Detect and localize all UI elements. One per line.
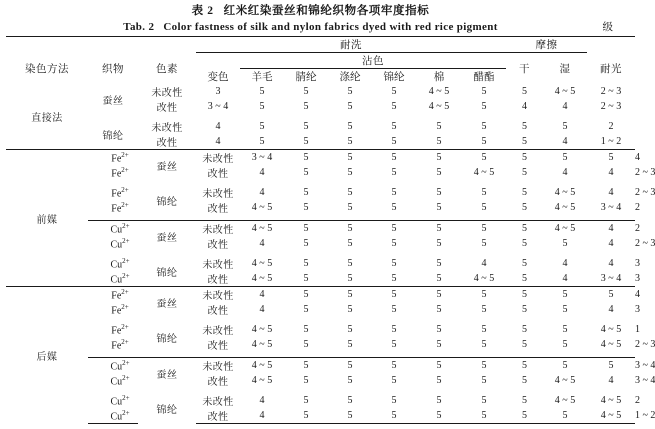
cell-value: 5 — [522, 167, 528, 178]
cell-value: 2 ~ 3 — [600, 101, 622, 112]
cell-value: 5 — [391, 136, 397, 147]
table-row: $Cu^{2+}$ 蚕丝 未改性 4 ~ 5 5 5 5 5 5 5 5 5 3 ~ 4 — [6, 358, 635, 374]
mordant-label: $Fe^{2+}$ — [111, 287, 129, 302]
cell-value: 5 — [347, 339, 353, 350]
mordant-label: $Cu^{2+}$ — [88, 408, 138, 424]
header-rub-wet: 湿 — [559, 64, 571, 75]
table-number-chinese: 表 2 — [191, 5, 214, 17]
fabric-label: 锦纶 — [156, 333, 178, 345]
table-title-chinese — [6, 0, 615, 19]
cell-value: 5 — [522, 395, 528, 406]
cell-value: 4 — [608, 258, 614, 269]
cell-value: 5 — [391, 101, 397, 112]
cell-value: 5 — [436, 187, 442, 198]
cell-value: 5 — [372, 358, 416, 374]
fastness-table — [6, 36, 655, 424]
cell-value: 5 — [303, 86, 309, 97]
header-method: 染色方法 — [25, 63, 69, 75]
table-row: $Fe^{2+}$ 改性 4 ~ 5 5 5 5 5 5 5 5 4 ~ 5 2 ~ 3 — [6, 337, 635, 352]
cell-value: 5 — [328, 358, 372, 374]
cell-value: 5 — [416, 358, 462, 374]
table-number-english: Tab. 2 — [123, 21, 155, 33]
cell-value: 5 — [436, 395, 442, 406]
cell-value: 5 — [522, 258, 528, 269]
cell-value: 4 — [562, 136, 568, 147]
table-row: $Cu^{2+}$ 锦纶 未改性 4 5 5 5 5 5 5 4 ~ 5 4 ~ 5 2 — [6, 393, 635, 408]
cell-value: 5 — [481, 136, 487, 147]
cell-value: 5 — [522, 187, 528, 198]
pigment-label: 改性 — [207, 306, 229, 317]
cell-value: 4 — [259, 304, 265, 315]
cell-value: 5 — [543, 150, 587, 166]
cell-value: 4 — [259, 187, 265, 198]
header-stain-acrylic: 腈纶 — [295, 72, 317, 83]
cell-value: 5 — [372, 150, 416, 166]
fabric-label: 蚕丝 — [138, 221, 196, 252]
cell-value: 4 — [562, 101, 568, 112]
cell-value: 5 — [462, 287, 506, 303]
cell-value: 5 — [347, 202, 353, 213]
cell-value: 4 ~ 5 — [473, 273, 495, 284]
cell-value: 4 ~ 5 — [600, 339, 622, 350]
pigment-label: 未改性 — [196, 150, 240, 166]
cell-value: 5 — [481, 324, 487, 335]
mordant-label: $Fe^{2+}$ — [111, 337, 129, 352]
cell-value: 5 — [347, 304, 353, 315]
cell-value: 5 — [391, 167, 397, 178]
cell-value: 5 — [328, 221, 372, 237]
cell-value: 5 — [303, 375, 309, 386]
header-row-subgroups — [6, 53, 635, 69]
header-spacer-fabric — [88, 37, 138, 53]
cell-value: 4 ~ 5 — [251, 339, 273, 350]
table-row: $Cu^{2+}$ 改性 4 5 5 5 5 5 5 5 4 ~ 5 1 ~ 2 — [6, 408, 635, 424]
cell-value: 5 — [328, 287, 372, 303]
mordant-label: $Fe^{2+}$ — [111, 302, 129, 317]
cell-value: 5 — [416, 287, 462, 303]
cell-value: 5 — [259, 86, 265, 97]
cell-value: 5 — [543, 358, 587, 374]
cell-value: 5 — [436, 324, 442, 335]
pigment-label: 未改性 — [202, 260, 234, 271]
cell-value: 4 ~ 5 — [554, 86, 576, 97]
table-row: $Cu^{2+}$ 蚕丝 未改性 4 ~ 5 5 5 5 5 5 5 4 ~ 5 4 2 — [6, 221, 635, 237]
cell-value: 4 ~ 5 — [428, 101, 450, 112]
cell-value: 5 — [562, 304, 568, 315]
header-color-change: 变色 — [207, 71, 229, 83]
cell-value: 5 — [522, 339, 528, 350]
pigment-label: 未改性 — [196, 358, 240, 374]
pigment-label: 未改性 — [196, 287, 240, 303]
table-title-english-text: Color fastness of silk and nylon fabrics dyed with red rice pigment — [163, 21, 498, 33]
header-light: 耐光 — [600, 63, 623, 75]
header-group-rub: 摩擦 — [506, 37, 587, 53]
header-spacer-light — [587, 37, 635, 53]
cell-value: 5 — [303, 136, 309, 147]
cell-value: 2 ~ 3 — [600, 86, 622, 97]
cell-value: 3 ~ 4 — [207, 101, 229, 112]
cell-value: 5 — [347, 258, 353, 269]
cell-value: 5 — [347, 121, 353, 132]
cell-value: 5 — [587, 287, 635, 303]
cell-value: 5 — [416, 150, 462, 166]
fabric-label: 锦纶 — [156, 196, 178, 208]
cell-value: 4 ~ 5 — [251, 375, 273, 386]
cell-value: 5 — [347, 395, 353, 406]
cell-value: 5 — [391, 324, 397, 335]
header-rub-dry: 干 — [519, 64, 531, 75]
cell-value: 5 — [562, 339, 568, 350]
cell-value: 5 — [347, 187, 353, 198]
cell-value: 5 — [303, 121, 309, 132]
cell-value: 5 — [347, 167, 353, 178]
cell-value: 5 — [436, 238, 442, 249]
table-row: $Cu^{2+}$ 改性 4 ~ 5 5 5 5 5 5 5 4 ~ 5 4 3 ~ 4 — [6, 373, 635, 388]
group-label-1: 前媒 — [6, 150, 88, 287]
table-title-chinese-text: 红米红染蚕丝和锦纶织物各项牢度指标 — [223, 5, 430, 17]
cell-value: 5 — [347, 136, 353, 147]
cell-value: 5 — [391, 121, 397, 132]
cell-value: 4 ~ 5 — [240, 221, 284, 237]
mordant-label: $Cu^{2+}$ — [110, 236, 130, 251]
cell-value: 5 — [481, 395, 487, 406]
cell-value: 4 — [608, 304, 614, 315]
cell-value: 5 — [372, 287, 416, 303]
cell-value: 5 — [259, 121, 265, 132]
cell-value: 5 — [391, 86, 397, 97]
cell-value: 5 — [436, 375, 442, 386]
table-row: $Fe^{2+}$ 锦纶 未改性 4 5 5 5 5 5 5 4 ~ 5 4 2 ~ 3 — [6, 185, 635, 200]
pigment-label: 改性 — [156, 103, 178, 114]
cell-value: 5 — [481, 339, 487, 350]
cell-value: 5 — [562, 238, 568, 249]
cell-value: 5 — [587, 150, 635, 166]
mordant-label: $Fe^{2+}$ — [111, 322, 129, 337]
cell-value: 5 — [462, 221, 506, 237]
header-fabric: 织物 — [102, 63, 124, 75]
cell-value: 5 — [481, 375, 487, 386]
cell-value: 4 — [259, 395, 265, 406]
cell-value: 5 — [259, 101, 265, 112]
group-label-0: 直接法 — [31, 113, 63, 124]
cell-value: 5 — [303, 187, 309, 198]
cell-value: 5 — [347, 324, 353, 335]
table-row: 前媒 $Fe^{2+}$ 蚕丝 未改性 3 ~ 4 5 5 5 5 5 5 5 5 4 — [6, 150, 635, 166]
cell-value: 3 ~ 4 — [600, 202, 622, 213]
cell-value: 5 — [303, 258, 309, 269]
mordant-label: $Cu^{2+}$ — [110, 256, 130, 271]
header-group-stain: 沾色 — [240, 53, 506, 69]
cell-value: 5 — [416, 408, 462, 424]
cell-value: 5 — [481, 121, 487, 132]
cell-value: 5 — [436, 136, 442, 147]
mordant-label: $Fe^{2+}$ — [111, 185, 129, 200]
cell-value: 5 — [543, 408, 587, 424]
cell-value: 5 — [372, 408, 416, 424]
cell-value: 5 — [372, 221, 416, 237]
cell-value: 5 — [462, 408, 506, 424]
cell-value: 4 — [522, 101, 528, 112]
cell-value: 4 — [562, 258, 568, 269]
cell-value: 4 — [215, 121, 221, 132]
table-row: 后媒 $Fe^{2+}$ 蚕丝 未改性 4 5 5 5 5 5 5 5 5 4 — [6, 287, 635, 303]
cell-value: 4 — [215, 136, 221, 147]
fabric-label: 锦纶 — [156, 404, 178, 416]
cell-value: 4 — [259, 167, 265, 178]
header-spacer-method — [6, 37, 88, 53]
cell-value: 5 — [436, 273, 442, 284]
mordant-label: $Fe^{2+}$ — [111, 165, 129, 180]
cell-value: 5 — [303, 395, 309, 406]
table-row: $Fe^{2+}$ 锦纶 未改性 4 ~ 5 5 5 5 5 5 5 5 4 ~ 5 1 — [6, 322, 635, 337]
cell-value: 5 — [562, 324, 568, 335]
mordant-label: $Fe^{2+}$ — [111, 150, 129, 165]
table-head — [6, 37, 635, 85]
cell-value: 4 ~ 5 — [600, 324, 622, 335]
pigment-label: 未改性 — [151, 123, 183, 134]
cell-value: 4 ~ 5 — [554, 202, 576, 213]
cell-value: 4 — [481, 258, 487, 269]
cell-value: 5 — [303, 273, 309, 284]
cell-value: 5 — [436, 258, 442, 269]
cell-value: 5 — [506, 358, 543, 374]
cell-value: 5 — [436, 121, 442, 132]
cell-value: 5 — [481, 86, 487, 97]
cell-value: 5 — [284, 358, 328, 374]
cell-value: 5 — [462, 358, 506, 374]
cell-value: 5 — [587, 358, 635, 374]
cell-value: 5 — [522, 375, 528, 386]
pigment-label: 改性 — [196, 408, 240, 424]
cell-value: 4 ~ 5 — [240, 358, 284, 374]
cell-value: 5 — [522, 121, 528, 132]
table-row — [6, 119, 635, 134]
cell-value: 4 ~ 5 — [554, 395, 576, 406]
cell-value: 5 — [347, 86, 353, 97]
cell-value: 4 ~ 5 — [543, 221, 587, 237]
pigment-label: 改性 — [207, 377, 229, 388]
table-row: $Fe^{2+}$ 改性 4 5 5 5 5 5 5 5 4 3 — [6, 302, 635, 317]
cell-value: 4 — [608, 187, 614, 198]
cell-value: 5 — [506, 408, 543, 424]
cell-value: 5 — [328, 150, 372, 166]
cell-value: 5 — [522, 202, 528, 213]
table-row: $Cu^{2+}$ 锦纶 未改性 4 ~ 5 5 5 5 5 4 5 4 4 3 — [6, 256, 635, 271]
header-group-wash: 耐洗 — [196, 37, 506, 53]
cell-value: 5 — [481, 238, 487, 249]
cell-value: 4 ~ 5 — [554, 187, 576, 198]
header-stain-polyester: 涤纶 — [339, 72, 361, 83]
cell-value: 5 — [391, 187, 397, 198]
cell-value: 5 — [347, 273, 353, 284]
cell-value: 4 ~ 5 — [428, 86, 450, 97]
header-stain-nylon: 锦纶 — [383, 72, 405, 83]
cell-value: 5 — [303, 324, 309, 335]
cell-value: 5 — [391, 304, 397, 315]
header-spacer-colorchange — [196, 53, 240, 69]
cell-value: 5 — [391, 258, 397, 269]
table-row: $Cu^{2+}$ 改性 4 5 5 5 5 5 5 5 4 2 ~ 3 — [6, 236, 635, 251]
cell-value: 5 — [391, 202, 397, 213]
table-title-english — [6, 19, 615, 36]
cell-value: 5 — [522, 304, 528, 315]
cell-value: 5 — [522, 86, 528, 97]
cell-value: 2 — [608, 121, 614, 132]
cell-value: 4 — [608, 375, 614, 386]
fabric-label: 锦纶 — [156, 267, 178, 279]
cell-value: 4 — [562, 273, 568, 284]
cell-value: 1 ~ 2 — [600, 136, 622, 147]
cell-value: 5 — [436, 167, 442, 178]
cell-value: 4 ~ 5 — [251, 258, 273, 269]
cell-value: 5 — [284, 408, 328, 424]
cell-value: 4 — [608, 238, 614, 249]
header-stain-wool: 羊毛 — [251, 72, 273, 83]
cell-value: 5 — [391, 375, 397, 386]
header-pigment: 色素 — [156, 63, 178, 75]
cell-value: 4 ~ 5 — [600, 395, 622, 406]
pigment-label: 改性 — [207, 169, 229, 180]
cell-value: 5 — [303, 238, 309, 249]
cell-value: 5 — [506, 221, 543, 237]
cell-value: 4 ~ 5 — [251, 324, 273, 335]
cell-value: 5 — [481, 101, 487, 112]
cell-value: 5 — [303, 101, 309, 112]
cell-value: 5 — [481, 187, 487, 198]
pigment-label: 改性 — [207, 275, 229, 286]
fabric-label: 蚕丝 — [156, 161, 178, 173]
cell-value: 5 — [391, 395, 397, 406]
cell-value: 5 — [328, 408, 372, 424]
cell-value: 5 — [391, 238, 397, 249]
cell-value: 5 — [481, 304, 487, 315]
pigment-label: 未改性 — [196, 221, 240, 237]
fabric-label: 蚕丝 — [156, 298, 178, 310]
cell-value: 5 — [347, 375, 353, 386]
pigment-label: 未改性 — [151, 88, 183, 99]
cell-value: 3 — [215, 86, 221, 97]
header-stain-cotton: 棉 — [433, 72, 445, 83]
pigment-label: 未改性 — [202, 326, 234, 337]
header-spacer-pigment — [138, 37, 196, 53]
cell-value: 5 — [562, 121, 568, 132]
cell-value: 4 — [562, 167, 568, 178]
mordant-label: $Cu^{2+}$ — [110, 271, 130, 286]
cell-value: 4 — [240, 287, 284, 303]
table-body — [6, 84, 655, 424]
cell-value: 5 — [522, 238, 528, 249]
cell-value: 4 — [608, 167, 614, 178]
cell-value: 5 — [303, 339, 309, 350]
cell-value: 4 ~ 5 — [251, 202, 273, 213]
cell-value: 5 — [284, 287, 328, 303]
table-row: $Fe^{2+}$ 改性 4 5 5 5 5 4 ~ 5 5 4 4 2 ~ 3 — [6, 165, 635, 180]
cell-value: 5 — [436, 304, 442, 315]
cell-value: 3 ~ 4 — [240, 150, 284, 166]
pigment-label: 改性 — [207, 204, 229, 215]
unit-label: 级 — [602, 22, 613, 33]
mordant-label: $Fe^{2+}$ — [111, 200, 129, 215]
mordant-label: $Cu^{2+}$ — [110, 373, 130, 388]
fabric-label: 蚕丝 — [138, 358, 196, 389]
cell-value: 5 — [391, 339, 397, 350]
cell-value: 4 — [259, 238, 265, 249]
cell-value: 5 — [436, 202, 442, 213]
table-row: $Fe^{2+}$ 改性 4 ~ 5 5 5 5 5 5 5 4 ~ 5 3 ~ 4 2 — [6, 200, 635, 215]
cell-value: 5 — [543, 287, 587, 303]
cell-value: 4 ~ 5 — [554, 375, 576, 386]
cell-value: 5 — [284, 221, 328, 237]
pigment-label: 改性 — [207, 341, 229, 352]
cell-value: 3 ~ 4 — [600, 273, 622, 284]
mordant-label: $Cu^{2+}$ — [110, 393, 130, 408]
cell-value: 4 ~ 5 — [473, 167, 495, 178]
cell-value: 5 — [303, 202, 309, 213]
fabric-label: 蚕丝 — [102, 95, 124, 107]
cell-value: 5 — [416, 221, 462, 237]
cell-value: 4 ~ 5 — [587, 408, 635, 424]
cell-value: 5 — [303, 304, 309, 315]
cell-value: 4 — [240, 408, 284, 424]
pigment-label: 未改性 — [202, 397, 234, 408]
mordant-label: $Cu^{2+}$ — [88, 358, 138, 374]
cell-value: 4 — [587, 221, 635, 237]
cell-value: 5 — [506, 150, 543, 166]
cell-value: 5 — [522, 273, 528, 284]
group-label-2: 后媒 — [6, 287, 88, 424]
cell-value: 5 — [303, 167, 309, 178]
cell-value: 5 — [522, 324, 528, 335]
pigment-label: 改性 — [156, 138, 178, 149]
cell-value: 5 — [259, 136, 265, 147]
cell-value: 5 — [347, 101, 353, 112]
cell-value: 5 — [506, 287, 543, 303]
table-subtitle-row — [6, 19, 615, 36]
pigment-label: 未改性 — [202, 189, 234, 200]
table-row — [6, 84, 635, 99]
cell-value: 5 — [284, 150, 328, 166]
cell-value: 5 — [436, 339, 442, 350]
cell-value: 5 — [522, 136, 528, 147]
cell-value: 5 — [462, 150, 506, 166]
cell-value: 4 ~ 5 — [251, 273, 273, 284]
cell-value: 5 — [347, 238, 353, 249]
mordant-label: $Cu^{2+}$ — [88, 221, 138, 237]
header-stain-acetate: 醋酯 — [473, 72, 495, 83]
header-row-groups — [6, 37, 635, 53]
cell-value: 5 — [391, 273, 397, 284]
pigment-label: 改性 — [207, 240, 229, 251]
fabric-label: 锦纶 — [102, 130, 124, 142]
table-row: $Cu^{2+}$ 改性 4 ~ 5 5 5 5 5 4 ~ 5 5 4 3 ~ 4 3 — [6, 271, 635, 287]
cell-value: 5 — [481, 202, 487, 213]
